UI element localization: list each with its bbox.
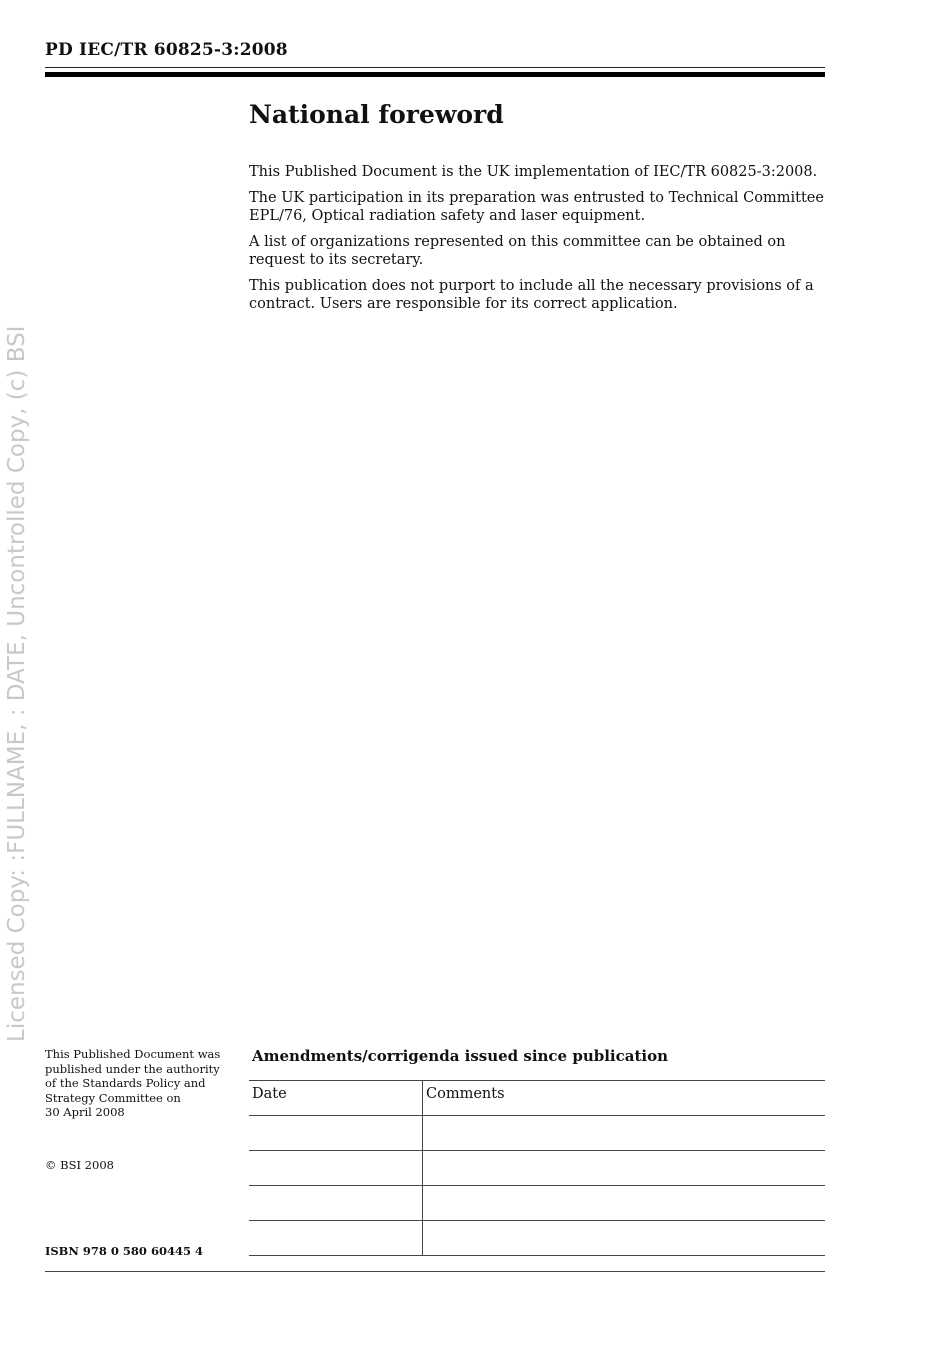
foreword-paragraph: A list of organizations represented on this committee can be obtained on request to its secretary. [249,234,786,268]
amendments-heading: Amendments/corrigenda issued since publication [252,1047,668,1065]
comments-cell [423,1221,826,1256]
header-thin-rule [45,67,825,68]
isbn: ISBN 978 0 580 60445 4 [45,1244,203,1258]
date-cell [249,1221,423,1256]
column-header-date [249,1081,423,1116]
copyright-notice: © BSI 2008 [45,1158,114,1172]
publication-authority-note [45,1047,235,1120]
foreword-paragraph: The UK participation in its preparation was entrusted to Technical Committee EPL/76, Optical radiation safety and laser equipment. [249,190,824,224]
foreword-paragraph: This Published Document is the UK implementation of IEC/TR 60825-3:2008. [249,164,818,180]
comments-cell [423,1151,826,1186]
table-row [249,1186,825,1221]
column-header-label: Comments [426,1086,505,1102]
date-cell [249,1151,423,1186]
date-cell [249,1116,423,1151]
footer-rule [45,1271,825,1272]
authority-line: This Published Document was [45,1047,221,1061]
license-watermark: Licensed Copy: :FULLNAME, : DATE, Uncontrolled Copy, (c) BSI [4,325,30,1042]
foreword-body [249,163,829,321]
foreword-title: National foreword [249,100,504,129]
table-row [249,1116,825,1151]
comments-cell [423,1186,826,1221]
table-row [249,1151,825,1186]
comments-cell [423,1116,826,1151]
authority-line: 30 April 2008 [45,1105,125,1119]
foreword-paragraph: This publication does not purport to include all the necessary provisions of a contract. Users are responsible for its correct application. [249,278,814,312]
authority-line: of the Standards Policy and [45,1076,206,1090]
table-header-row [249,1081,825,1116]
authority-line: Strategy Committee on [45,1090,181,1105]
header-thick-rule [45,72,825,77]
document-id: PD IEC/TR 60825-3:2008 [45,40,288,60]
date-cell [249,1186,423,1221]
authority-line: published under the authority [45,1061,220,1076]
table-row [249,1221,825,1256]
column-header-label: Date [252,1086,287,1102]
column-header-comments [423,1081,826,1116]
amendments-table [249,1080,825,1256]
